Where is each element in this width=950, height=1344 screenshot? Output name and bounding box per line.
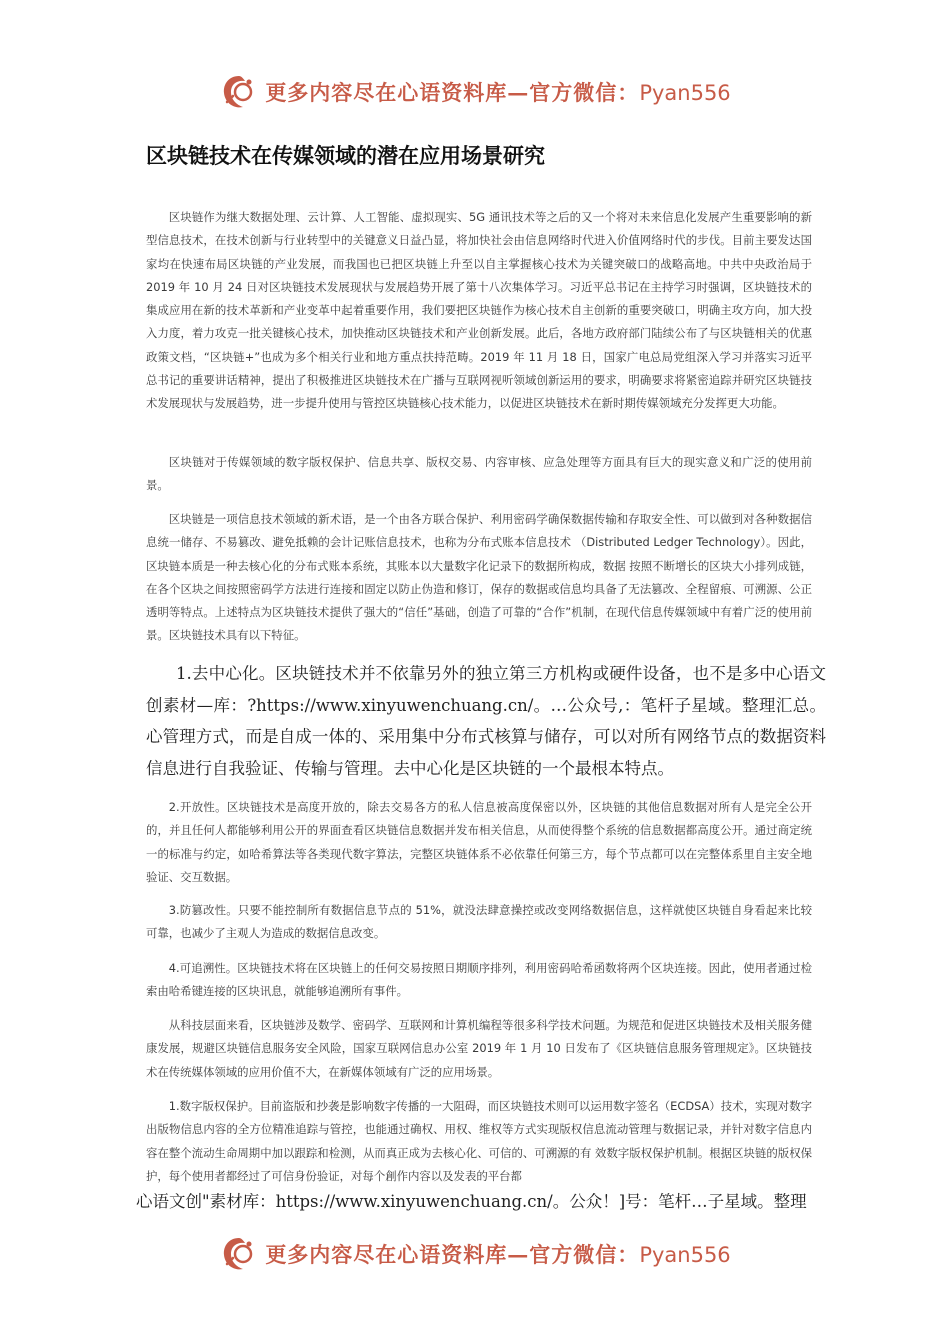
footer-watermark-line: 心语文创"素材库：https://www.xinyuwenchuang.cn/。公众！]号：笔杆…子星域。整理 bbox=[136, 1192, 807, 1211]
logo-icon bbox=[219, 1234, 259, 1274]
logo-icon bbox=[219, 72, 259, 112]
paragraph-traceability: 4.可追溯性。区块链技术将在区块链上的任何交易按照日期顺序排列，利用密码哈希函数将两个区块连接。因此，使用者通过检索由哈希键连接的区块讯息，就能够追溯所有事件。 bbox=[146, 961, 812, 999]
paragraph-copyright: 1.数字版权保护。目前盗版和抄袭是影响数字传播的一大阻碍，而区块链技术则可以运用数字签名（ECDSA）技术，实现对数字出版物信息内容的全方位精准追踪与管控，也能通过确权、用权、维权等方式实现版权信息流动管理与数据记录，并针对数字信息内容在整个流动生命周期中加以跟踪和检测，从而真正成为去核心化、可信的、可溯源的有 效数字版权保护机制。根据区块链的版权保护，每个使用者都经过了可信身份验证，对每个創作内容以及发表的平台都 bbox=[146, 1099, 812, 1183]
banner-text-cn: 更多内容尽在心语资料库—官方微信： bbox=[265, 1242, 640, 1267]
banner-text-id: Pyan556 bbox=[639, 1243, 731, 1267]
banner-text-id: Pyan556 bbox=[639, 81, 731, 105]
footer-banner bbox=[0, 1232, 950, 1276]
paragraph-1: 区块链作为继大数据处理、云计算、人工智能、虚拟现实、5G 通讯技术等之后的又一个将对未来信息化发展产生重要影响的新型信息技术，在技术创新与行业转型中的关键意义日益凸显，将加快社会由信息网络时代进入价值网络时代的步伐。目前主要发达国家均在快速布局区块链的产业发展，而我国也已把区块链上升至以自主掌握核心技术为关键突破口的战略高地。中共中央政治局于 2019 年 10 月 24 日对区块链技术发展现状与发展趋势开展了第十八次集体学习。习近平总书记在主持学习时强调，区块链技术的集成应用在新的技术革新和产业变革中起着重要作用，我们要把区块链作为核心技术自主创新的重要突破口，明确主攻方向，加大投入力度，着力攻克一批关键核心技术，加快推动区块链技术和产业创新发展。此后，各地方政府部门陆续公布了与区块链相关的优惠政策文档，“区块链+”也成为多个相关行业和地方重点扶持范畴。2019 年 11 月 18 日，国家广电总局党组深入学习并落实习近平总书记的重要讲话精神，提出了积极推进区块链技术在广播与互联网视听领域创新运用的要求，明确要求将紧密追踪并研究区块链技术发展现状与发展趋势，进一步提升使用与管控区块链核心技术能力，以促进区块链技术在新时期传媒领域充分发挥更大功能。 bbox=[146, 210, 812, 411]
paragraph-decentralization: 1.去中心化。区块链技术并不依靠另外的独立第三方机构或硬件设备，也不是多中心语文创素材—库：?https://www.xinyuwenchuang.cn/。…公众号,：笔杆子星域。整理汇总。心管理方式，而是自成一体的、采用集中分布式核算与储存，可以对所有网络节点的数据资料信息进行自我验证、传输与管理。去中心化是区块链的一个最根本特点。 bbox=[146, 664, 826, 778]
paragraph-tamper-proof: 3.防篡改性。只要不能控制所有数据信息节点的 51%，就没法肆意操控或改变网络数据信息，这样就使区块链自身看起来比较可靠，也减少了主观人为造成的数据信息改变。 bbox=[146, 903, 812, 941]
paragraph-openness: 2.开放性。区块链技术是高度开放的，除去交易各方的私人信息被高度保密以外，区块链的其他信息数据对所有人是完全公开的，并且任何人都能够利用公开的界面查看区块链信息数据并发布相关信息，从而使得整个系统的信息数据都高度公开。通过商定统一的标准与约定，如哈希算法等各类现代数字算法，完整区块链体系不必依靠任何第三方，每个节点都可以在完整体系里自主安全地验证、交互数据。 bbox=[146, 800, 812, 884]
paragraph-tech-level: 从科技层面来看，区块链涉及数学、密码学、互联网和计算机编程等很多科学技术问题。为规范和促进区块链技术及相关服务健康发展，规避区块链信息服务安全风险，国家互联网信息办公室 2019 年 1 月 10 日发布了《区块链信息服务管理规定》。区块链技术在传统媒体领域的应用价值不大，在新媒体领域有广泛的应用场景。 bbox=[146, 1018, 812, 1079]
header-banner bbox=[0, 70, 950, 114]
paragraph-2: 区块链对于传媒领域的数字版权保护、信息共享、版权交易、内容审核、应急处理等方面具有巨大的现实意义和广泛的使用前景。 bbox=[146, 455, 812, 493]
paragraph-3: 区块链是一项信息技术领域的新术语，是一个由各方联合保护、利用密码学确保数据传输和存取安全性、可以做到对各种数据信息统一储存、不易篡改、避免抵赖的会计记账信息技术，也称为分布式账本信息技术 （Distributed Ledger Technology）。因此，区块链本质是一种去核心化的分布式账本系统，其账本以大量数字化记录下的数据所构成，数据 按照不断增长的区块大小排列成链，在各个区块之间按照密码学方法进行连接和固定以防止伪造和修订，保存的数据或信息均具备了无法篡改、全程留痕、可溯源、公正透明等特点。上述特点为区块链技术提供了强大的“信任”基础，创造了可靠的“合作”机制，在现代信息传媒领域中有着广泛的使用前景。区块链技术具有以下特征。 bbox=[146, 512, 812, 643]
banner-text-cn: 更多内容尽在心语资料库—官方微信： bbox=[265, 80, 640, 105]
page-title: 区块链技术在传媒领域的潜在应用场景研究 bbox=[146, 144, 545, 168]
